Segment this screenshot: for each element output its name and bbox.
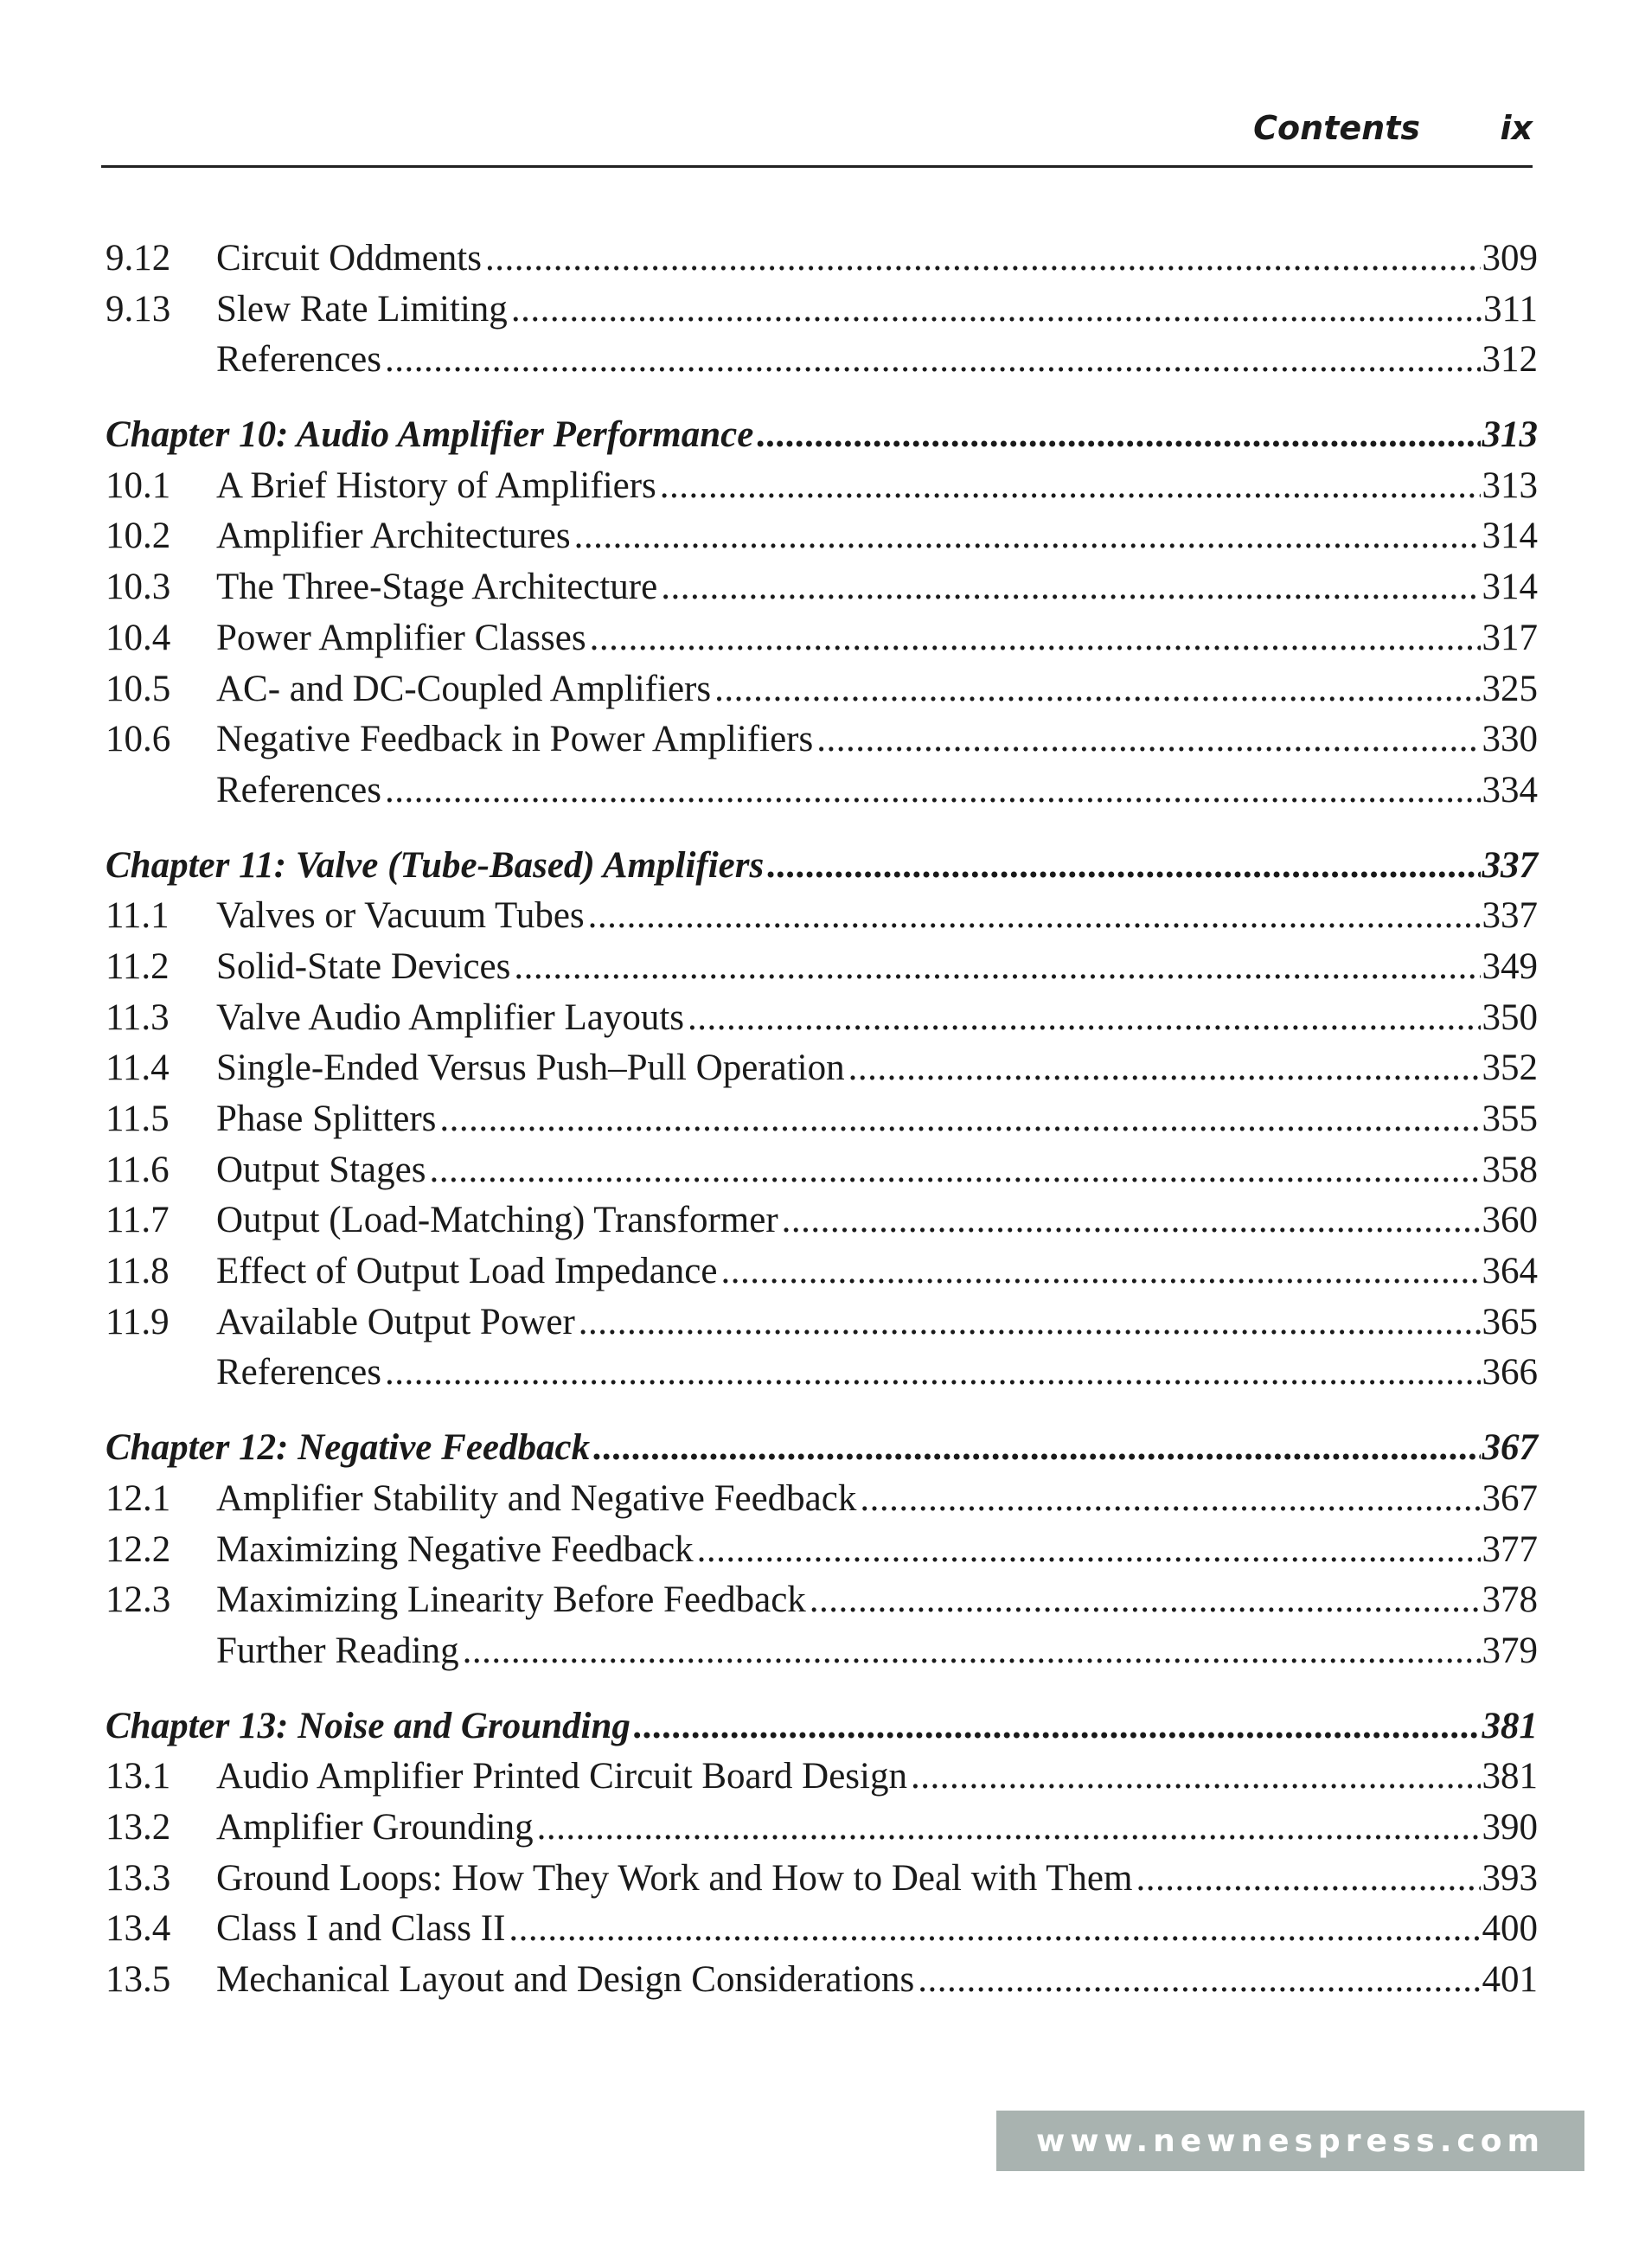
toc-leader-dots — [782, 1195, 1481, 1246]
toc-entry-title: Single-Ended Versus Push–Pull Operation — [216, 1048, 845, 1089]
toc-entry-page: 393 — [1482, 1857, 1538, 1899]
toc-leader-dots — [463, 1626, 1481, 1677]
toc-section-entry[interactable] — [106, 285, 1538, 336]
page-number: ix — [1500, 109, 1533, 147]
toc-entry-number: 11.9 — [106, 1301, 170, 1342]
toc-entry-page: 400 — [1482, 1908, 1538, 1950]
toc-entry-title: Power Amplifier Classes — [216, 617, 586, 658]
toc-section-entry[interactable] — [106, 714, 1538, 766]
toc-entry-title: Chapter 13: Noise and Grounding — [106, 1705, 630, 1746]
toc-section-entry[interactable] — [106, 1752, 1538, 1803]
toc-section-entry[interactable] — [106, 1348, 1538, 1399]
toc-entry-page: 325 — [1482, 668, 1538, 709]
toc-entry-number: 10.5 — [106, 668, 171, 709]
toc-entry-page: 365 — [1482, 1301, 1538, 1342]
toc-section-entry[interactable] — [106, 1955, 1538, 2006]
toc-entry-title: References — [216, 339, 381, 381]
toc-entry-page: 381 — [1482, 1756, 1538, 1797]
toc-entry-title: Valve Audio Amplifier Layouts — [216, 996, 685, 1038]
toc-entry-title: Ground Loops: How They Work and How to Deal with Them — [216, 1857, 1133, 1899]
toc-entry-title: Solid-State Devices — [216, 945, 511, 987]
toc-entry-title: Negative Feedback in Power Amplifiers — [216, 719, 814, 760]
toc-entry-number: 11.4 — [106, 1048, 170, 1089]
toc-entry-page: 364 — [1482, 1251, 1538, 1292]
toc-entry-number: 10.1 — [106, 464, 171, 506]
toc-entry-page: 350 — [1482, 996, 1538, 1038]
toc-section-entry[interactable] — [106, 335, 1538, 386]
toc-entry-title: Valves or Vacuum Tubes — [216, 895, 585, 937]
toc-entry-title: References — [216, 769, 381, 810]
toc-section-entry[interactable] — [106, 1043, 1538, 1094]
toc-entry-title: Amplifier Architectures — [216, 516, 571, 557]
toc-leader-dots — [588, 891, 1481, 942]
toc-leader-dots — [697, 1525, 1481, 1576]
toc-section-entry[interactable] — [106, 891, 1538, 942]
toc-entry-page: 367 — [1482, 1477, 1538, 1519]
toc-section-entry[interactable] — [106, 461, 1538, 512]
toc-entry-number: 13.3 — [106, 1857, 171, 1899]
toc-entry-number: 10.6 — [106, 719, 171, 760]
toc-section-entry[interactable] — [106, 1854, 1538, 1905]
toc-entry-title: Output (Load-Matching) Transformer — [216, 1200, 778, 1241]
toc-leader-dots — [509, 1904, 1480, 1955]
toc-chapter-entry[interactable] — [106, 1701, 1538, 1752]
toc-entry-title: A Brief History of Amplifiers — [216, 464, 656, 506]
table-of-contents — [106, 234, 1538, 2006]
toc-entry-page: 381 — [1482, 1705, 1538, 1746]
toc-entry-page: 349 — [1482, 945, 1538, 987]
toc-entry-number: 9.12 — [106, 238, 171, 279]
toc-section-entry[interactable] — [106, 942, 1538, 993]
toc-leader-dots — [688, 993, 1480, 1044]
toc-entry-title: Effect of Output Load Impedance — [216, 1251, 718, 1292]
page-header — [101, 102, 1533, 168]
toc-chapter-entry[interactable] — [106, 410, 1538, 461]
toc-entry-title: Chapter 12: Negative Feedback — [106, 1427, 591, 1469]
toc-leader-dots — [714, 664, 1480, 715]
toc-entry-page: 352 — [1482, 1048, 1538, 1089]
toc-entry-number: 11.7 — [106, 1200, 170, 1241]
toc-entry-title: Available Output Power — [216, 1301, 575, 1342]
toc-section-entry[interactable] — [106, 993, 1538, 1044]
toc-chapter-entry[interactable] — [106, 841, 1538, 892]
toc-entry-title: Audio Amplifier Printed Circuit Board Design — [216, 1756, 907, 1797]
toc-section-entry[interactable] — [106, 664, 1538, 715]
toc-entry-title: Amplifier Stability and Negative Feedback — [216, 1477, 857, 1519]
toc-section-entry[interactable] — [106, 1626, 1538, 1677]
publisher-url-banner — [996, 2111, 1584, 2171]
toc-leader-dots — [593, 1423, 1480, 1474]
toc-section-entry[interactable] — [106, 234, 1538, 285]
toc-entry-number: 12.2 — [106, 1528, 171, 1570]
toc-leader-dots — [574, 511, 1481, 562]
toc-section-entry[interactable] — [106, 613, 1538, 664]
toc-leader-dots — [439, 1094, 1480, 1145]
toc-section-entry[interactable] — [106, 1145, 1538, 1196]
toc-entry-number: 11.6 — [106, 1149, 170, 1190]
toc-entry-title: Maximizing Negative Feedback — [216, 1528, 694, 1570]
toc-entry-title: Phase Splitters — [216, 1099, 437, 1139]
toc-section-entry[interactable] — [106, 1525, 1538, 1576]
toc-entry-page: 317 — [1482, 617, 1538, 658]
toc-entry-title: Maximizing Linearity Before Feedback — [216, 1579, 806, 1621]
toc-leader-dots — [720, 1246, 1480, 1297]
toc-entry-number: 13.5 — [106, 1959, 171, 2000]
toc-chapter-entry[interactable] — [106, 1423, 1538, 1474]
toc-leader-dots — [385, 335, 1481, 386]
toc-section-entry[interactable] — [106, 562, 1538, 613]
toc-entry-page: 313 — [1482, 464, 1538, 506]
toc-leader-dots — [767, 841, 1480, 892]
toc-entry-title: References — [216, 1352, 381, 1393]
toc-leader-dots — [429, 1145, 1480, 1196]
toc-leader-dots — [579, 1297, 1481, 1349]
toc-entry-page: 337 — [1482, 844, 1538, 886]
toc-leader-dots — [757, 410, 1480, 461]
toc-entry-page: 309 — [1482, 238, 1538, 279]
toc-entry-page: 337 — [1482, 895, 1538, 937]
toc-entry-page: 379 — [1482, 1630, 1538, 1671]
toc-entry-number: 13.1 — [106, 1756, 171, 1797]
toc-entry-number: 9.13 — [106, 288, 171, 330]
toc-leader-dots — [860, 1474, 1480, 1525]
toc-leader-dots — [848, 1043, 1481, 1094]
toc-entry-page: 401 — [1482, 1959, 1538, 2000]
running-title: Contents — [1253, 109, 1420, 147]
toc-entry-number: 13.4 — [106, 1908, 171, 1950]
toc-section-entry[interactable] — [106, 1575, 1538, 1626]
toc-entry-title: Circuit Oddments — [216, 238, 482, 279]
toc-entry-page: 360 — [1482, 1200, 1538, 1241]
toc-leader-dots — [385, 766, 1481, 817]
toc-entry-page: 355 — [1482, 1099, 1538, 1139]
toc-section-entry[interactable] — [106, 1195, 1538, 1246]
toc-entry-page: 377 — [1482, 1528, 1538, 1570]
toc-entry-page: 312 — [1482, 339, 1538, 381]
toc-entry-title: AC- and DC-Coupled Amplifiers — [216, 668, 712, 709]
toc-entry-number: 12.1 — [106, 1477, 171, 1519]
toc-entry-number: 10.4 — [106, 617, 171, 658]
toc-section-entry[interactable] — [106, 1474, 1538, 1525]
toc-entry-page: 334 — [1482, 769, 1538, 810]
toc-leader-dots — [816, 714, 1480, 766]
toc-leader-dots — [537, 1803, 1481, 1854]
toc-entry-title: Class I and Class II — [216, 1908, 506, 1950]
toc-entry-number: 10.3 — [106, 567, 171, 608]
toc-entry-page: 390 — [1482, 1806, 1538, 1848]
toc-entry-page: 314 — [1482, 516, 1538, 557]
toc-leader-dots — [385, 1348, 1481, 1399]
publisher-url: www.newnespress.com — [1036, 2123, 1545, 2159]
toc-leader-dots — [810, 1575, 1481, 1626]
toc-entry-page: 378 — [1482, 1579, 1538, 1621]
toc-entry-page: 330 — [1482, 719, 1538, 760]
toc-entry-title: Chapter 10: Audio Amplifier Performance — [106, 414, 754, 456]
toc-entry-number: 10.2 — [106, 516, 171, 557]
toc-entry-number: 11.8 — [106, 1251, 170, 1292]
toc-leader-dots — [514, 942, 1480, 993]
toc-entry-page: 366 — [1482, 1352, 1538, 1393]
toc-entry-page: 367 — [1482, 1427, 1538, 1469]
toc-leader-dots — [511, 285, 1482, 336]
toc-entry-number: 13.2 — [106, 1806, 171, 1848]
toc-section-entry[interactable] — [106, 1297, 1538, 1349]
toc-entry-page: 358 — [1482, 1149, 1538, 1190]
toc-entry-page: 314 — [1482, 567, 1538, 608]
toc-section-entry[interactable] — [106, 1904, 1538, 1955]
toc-leader-dots — [1136, 1854, 1480, 1905]
toc-entry-number: 12.3 — [106, 1579, 171, 1621]
toc-section-entry[interactable] — [106, 1803, 1538, 1854]
toc-entry-title: The Three-Stage Architecture — [216, 567, 658, 608]
toc-entry-title: Amplifier Grounding — [216, 1806, 534, 1848]
toc-entry-title: Output Stages — [216, 1149, 426, 1190]
toc-entry-page: 313 — [1482, 414, 1538, 456]
toc-entry-title: Mechanical Layout and Design Considerations — [216, 1959, 915, 2000]
toc-entry-title: Slew Rate Limiting — [216, 288, 508, 330]
toc-leader-dots — [634, 1701, 1481, 1752]
toc-section-entry[interactable] — [106, 511, 1538, 562]
toc-section-entry[interactable] — [106, 1246, 1538, 1297]
toc-leader-dots — [660, 461, 1481, 512]
toc-section-entry[interactable] — [106, 766, 1538, 817]
toc-entry-number: 11.2 — [106, 945, 170, 987]
toc-leader-dots — [911, 1752, 1481, 1803]
toc-section-entry[interactable] — [106, 1094, 1538, 1145]
toc-leader-dots — [661, 562, 1480, 613]
toc-entry-number: 11.5 — [106, 1099, 170, 1139]
toc-entry-number: 11.3 — [106, 996, 170, 1038]
toc-entry-page: 311 — [1483, 288, 1538, 330]
toc-entry-title: Further Reading — [216, 1630, 459, 1671]
toc-leader-dots — [918, 1955, 1480, 2006]
toc-entry-number: 11.1 — [106, 895, 170, 937]
toc-entry-title: Chapter 11: Valve (Tube-Based) Amplifiers — [106, 844, 765, 886]
toc-leader-dots — [485, 234, 1481, 285]
toc-leader-dots — [590, 613, 1481, 664]
